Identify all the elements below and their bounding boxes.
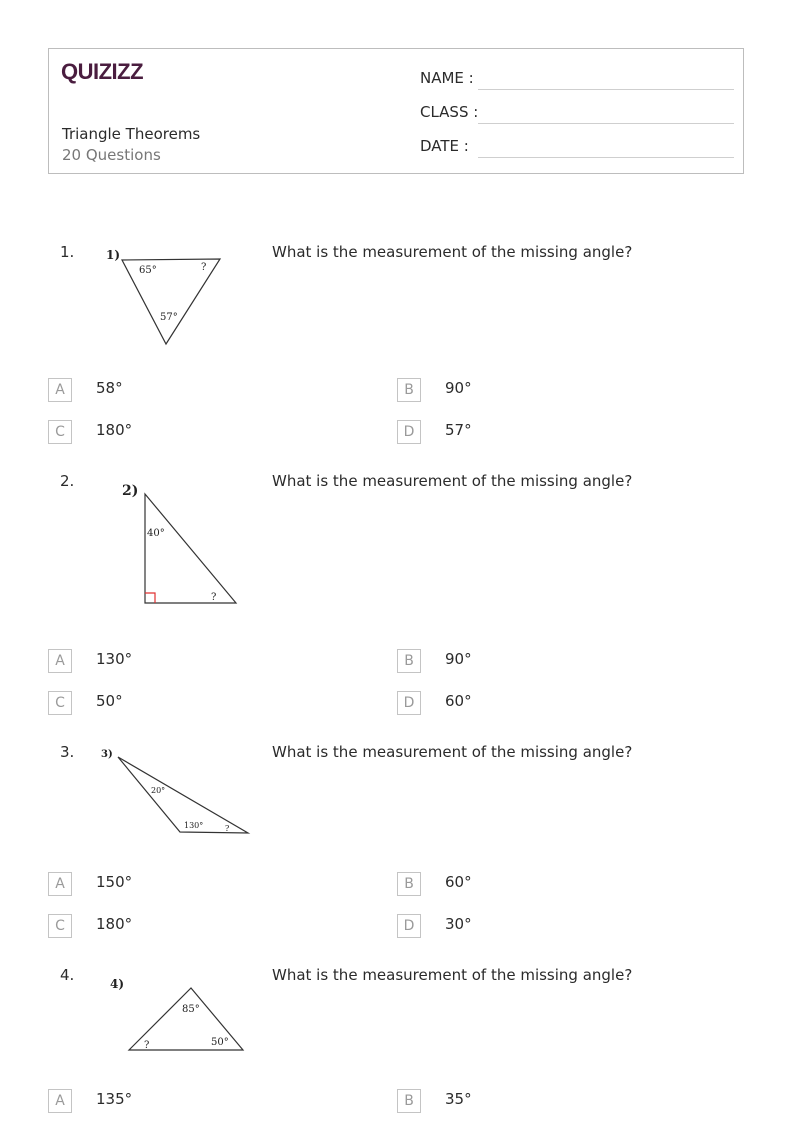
angle-label: ? (201, 262, 207, 273)
option-value: 135° (96, 1090, 133, 1108)
option-letter[interactable]: D (397, 691, 421, 715)
option-letter[interactable]: D (397, 420, 421, 444)
angle-label: 130° (184, 821, 204, 830)
figure-label: 4) (110, 977, 125, 991)
option-letter[interactable]: B (397, 1089, 421, 1113)
figure-label: 3) (101, 749, 113, 760)
angle-label: 65° (139, 265, 157, 276)
option-value: 180° (96, 421, 133, 439)
figure-label: 2) (122, 483, 139, 499)
angle-label: ? (225, 824, 230, 833)
question-figure (100, 240, 230, 350)
question-number: 4. (60, 966, 75, 984)
option-value: 180° (96, 915, 133, 933)
option-value: 90° (445, 650, 472, 668)
option-value: 150° (96, 873, 133, 891)
class-label: CLASS : (420, 103, 479, 121)
option-value: 60° (445, 873, 472, 891)
worksheet-header (48, 48, 744, 174)
question-text: What is the measurement of the missing angle? (272, 743, 633, 761)
option-value: 30° (445, 915, 472, 933)
question-figure (98, 742, 258, 842)
question-number: 1. (60, 243, 75, 261)
option-letter[interactable]: A (48, 649, 72, 673)
question-figure (115, 478, 245, 608)
name-line[interactable] (478, 89, 734, 90)
triangle-diagram (115, 478, 245, 608)
question-text: What is the measurement of the missing angle? (272, 966, 633, 984)
option-value: 130° (96, 650, 133, 668)
option-letter[interactable]: C (48, 914, 72, 938)
option-letter[interactable]: A (48, 378, 72, 402)
option-value: 60° (445, 692, 472, 710)
angle-label: 50° (211, 1037, 229, 1048)
option-letter[interactable]: C (48, 420, 72, 444)
question-number: 2. (60, 472, 75, 490)
question-count: 20 Questions (62, 146, 161, 164)
worksheet-title: Triangle Theorems (62, 125, 201, 143)
date-line[interactable] (478, 157, 734, 158)
question-figure (104, 970, 254, 1060)
option-value: 57° (445, 421, 472, 439)
option-value: 50° (96, 692, 123, 710)
option-letter[interactable]: A (48, 1089, 72, 1113)
triangle-diagram (104, 970, 254, 1060)
question-number: 3. (60, 743, 75, 761)
class-line[interactable] (478, 123, 734, 124)
figure-label: 1) (106, 248, 121, 262)
option-letter[interactable]: C (48, 691, 72, 715)
question-text: What is the measurement of the missing angle? (272, 472, 633, 490)
angle-label: ? (144, 1040, 150, 1051)
triangle-shape (118, 757, 248, 833)
angle-label: 85° (182, 1004, 200, 1015)
right-angle-mark (145, 593, 155, 603)
question-text: What is the measurement of the missing angle? (272, 243, 633, 261)
option-letter[interactable]: B (397, 378, 421, 402)
angle-label: ? (211, 592, 217, 603)
option-value: 90° (445, 379, 472, 397)
angle-label: 57° (160, 312, 178, 323)
option-letter[interactable]: A (48, 872, 72, 896)
angle-label: 40° (147, 528, 165, 539)
option-letter[interactable]: B (397, 649, 421, 673)
name-label: NAME : (420, 69, 474, 87)
logo-text: QUIZIZZ (61, 59, 144, 84)
triangle-shape (145, 494, 236, 603)
option-value: 35° (445, 1090, 472, 1108)
option-letter[interactable]: D (397, 914, 421, 938)
quizizz-logo (61, 57, 161, 87)
date-label: DATE : (420, 137, 469, 155)
option-letter[interactable]: B (397, 872, 421, 896)
option-value: 58° (96, 379, 123, 397)
triangle-diagram (100, 240, 230, 350)
triangle-diagram (98, 742, 258, 842)
angle-label: 20° (151, 786, 166, 795)
